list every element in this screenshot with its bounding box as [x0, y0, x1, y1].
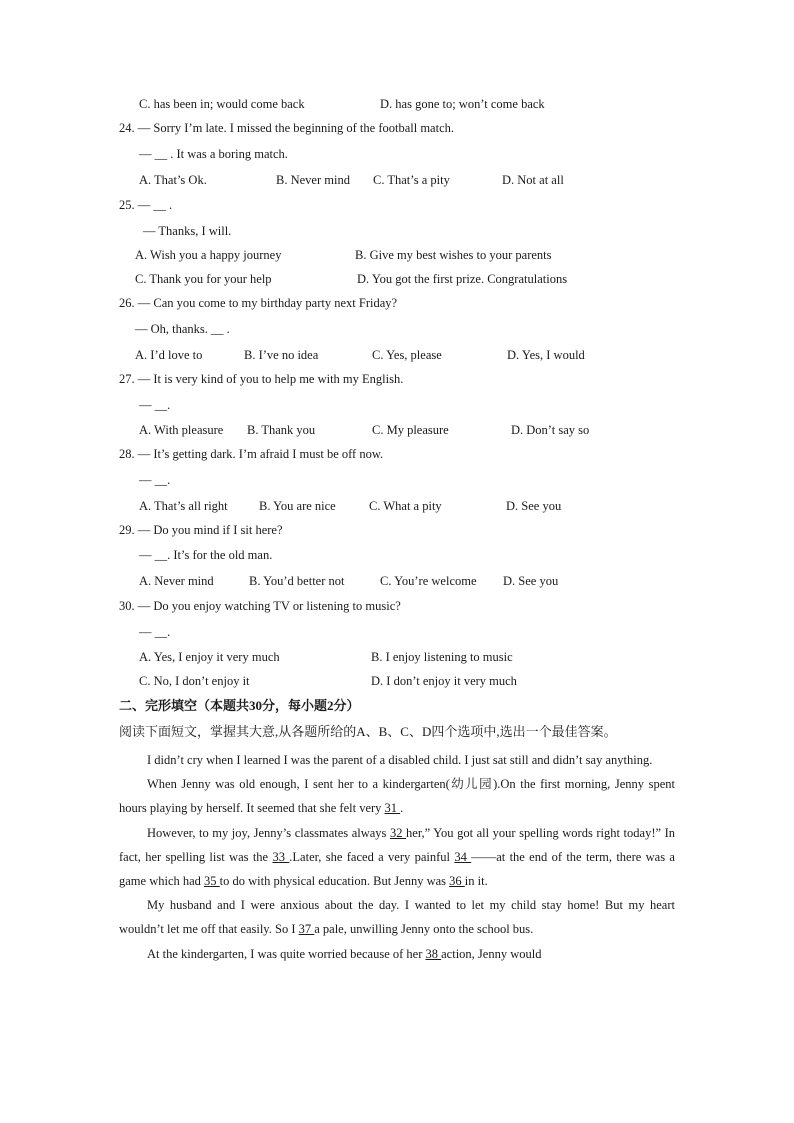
q28-option-b: B. You are nice [259, 499, 336, 513]
passage-text: However, to my joy, Jenny’s classmates always [147, 825, 390, 840]
blank-31: 31 [384, 801, 401, 816]
blank-36: 36 [449, 874, 465, 889]
q25-option-d: D. You got the first prize. Congratulations [357, 272, 568, 286]
passage-text: her,” You got all your spelling words right today!” In fact, her spelling list was the [119, 825, 676, 864]
passage-paragraph-4 [119, 893, 675, 941]
q26-option-d: D. Yes, I would [507, 348, 585, 362]
q30-option-d: D. I don’t enjoy it very much [371, 674, 517, 688]
q27-reply: — __. [139, 398, 171, 412]
q27-stem: 27. — It is very kind of you to help me with my English. [119, 372, 404, 386]
cloze-passage [119, 748, 675, 966]
passage-text: action, Jenny would [441, 946, 542, 961]
q26-option-c: C. Yes, please [372, 348, 442, 362]
blank-34: 34 [454, 849, 472, 864]
q28-option-d: D. See you [506, 499, 562, 513]
passage-text: At the kindergarten, I was quite worried because of her [147, 946, 426, 961]
blank-33: 33 [272, 849, 290, 864]
q24-option-c: C. That’s a pity [373, 173, 450, 187]
q29-option-c: C. You’re welcome [380, 574, 477, 588]
passage-text: .Later, she faced a very painful [289, 849, 455, 864]
q24-option-b: B. Never mind [276, 173, 350, 187]
q27-option-b: B. Thank you [247, 423, 316, 437]
q28-reply: — __. [139, 473, 171, 487]
passage-paragraph-1: I didn’t cry when I learned I was the parent of a disabled child. I just sat still and didn’t say anything. [147, 753, 653, 767]
q30-option-b: B. I enjoy listening to music [371, 650, 513, 664]
passage-paragraph-3 [119, 821, 675, 894]
q28-option-a: A. That’s all right [139, 499, 228, 513]
q25-stem: 25. — __ . [119, 198, 173, 212]
q24-reply: — __ . It was a boring match. [139, 147, 288, 161]
q28-stem: 28. — It’s getting dark. I’m afraid I must be off now. [119, 447, 384, 461]
q26-option-a: A. I’d love to [135, 348, 203, 362]
passage-text: to do with physical education. But Jenny was [219, 874, 450, 889]
section-instruction: 阅读下面短文，掌握其大意,从各题所给的A、B、C、D四个选项中,选出一个最佳答案。 [119, 724, 617, 739]
passage-text: ——at the end of the term, there was a game which had [119, 849, 675, 889]
q30-option-a: A. Yes, I enjoy it very much [139, 650, 280, 664]
q23-option-c: C. has been in; would come back [139, 97, 305, 111]
passage-text: a pale, unwilling Jenny onto the school bus. [314, 922, 534, 937]
q30-stem: 30. — Do you enjoy watching TV or listening to music? [119, 599, 401, 613]
q25-option-b: B. Give my best wishes to your parents [355, 248, 552, 262]
q24-option-d: D. Not at all [502, 173, 564, 187]
q29-stem: 29. — Do you mind if I sit here? [119, 523, 283, 537]
q25-reply: — Thanks, I will. [143, 224, 232, 238]
q27-option-a: A. With pleasure [139, 423, 224, 437]
q28-option-c: C. What a pity [369, 499, 442, 513]
q26-stem: 26. — Can you come to my birthday party next Friday? [119, 296, 398, 310]
blank-37: 37 [298, 922, 315, 937]
q25-option-c: C. Thank you for your help [135, 272, 272, 286]
q29-option-b: B. You’d better not [249, 574, 345, 588]
passage-text: in it. [464, 874, 488, 889]
q24-option-a: A. That’s Ok. [139, 173, 207, 187]
q27-option-d: D. Don’t say so [511, 423, 590, 437]
q23-option-d: D. has gone to; won’t come back [380, 97, 545, 111]
q26-option-b: B. I’ve no idea [244, 348, 319, 362]
passage-text: My husband and I were anxious about the day. I wanted to let my child stay home! But my heart wouldn’t let me off that easily. So I [119, 898, 675, 937]
section-title: 二、完形填空（本题共30分，每小题2分） [119, 698, 360, 713]
blank-32: 32 [389, 825, 407, 840]
q29-reply: — __. It’s for the old man. [139, 548, 273, 562]
blank-35: 35 [204, 874, 220, 889]
passage-paragraph-2: When Jenny was old enough, I sent her to a kindergarten(幼儿园).On the first morning, Jenny spent hours playing by herself. It seemed that she felt very 31 . [119, 777, 675, 816]
q25-option-a: A. Wish you a happy journey [135, 248, 282, 262]
blank-38: 38 [425, 946, 442, 961]
q26-reply: — Oh, thanks. __ . [135, 322, 230, 336]
q30-reply: — __. [139, 625, 171, 639]
q29-option-a: A. Never mind [139, 574, 214, 588]
passage-paragraph-5 [119, 942, 675, 966]
q24-stem: 24. — Sorry I’m late. I missed the beginning of the football match. [119, 121, 454, 135]
q27-option-c: C. My pleasure [372, 423, 449, 437]
q30-option-c: C. No, I don’t enjoy it [139, 674, 250, 688]
passage-text: When Jenny was old enough, I sent her to a kindergarten(幼儿园).On the first morning, Jenny spent hours playing by herself. It seemed that she felt very [119, 777, 675, 816]
q29-option-d: D. See you [503, 574, 559, 588]
